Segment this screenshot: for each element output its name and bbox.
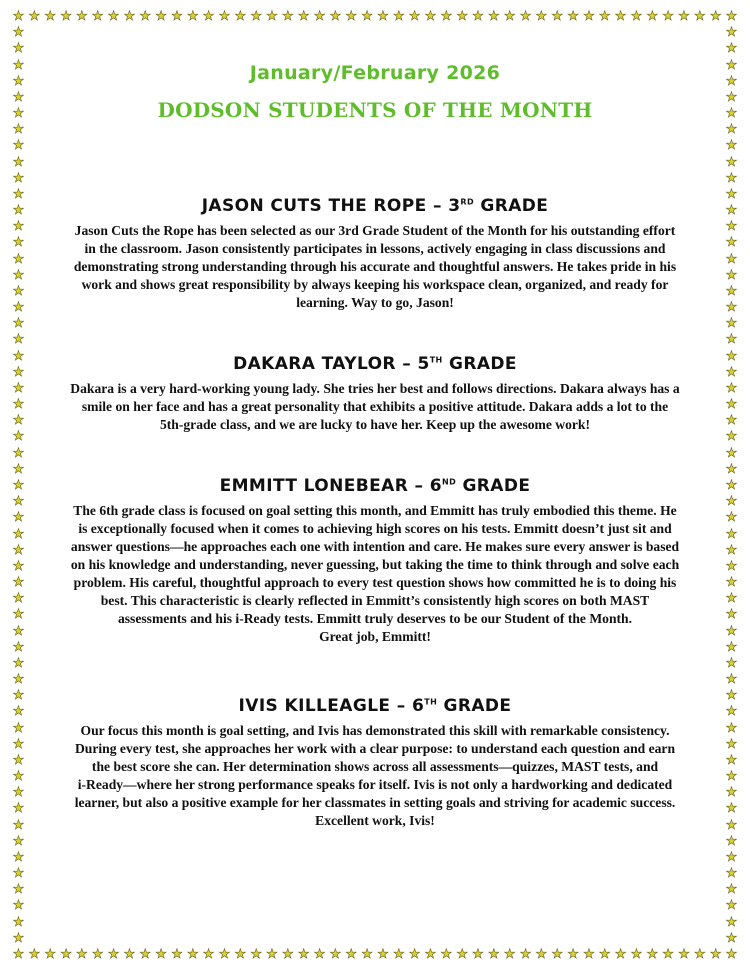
star-icon: ★ xyxy=(725,672,738,688)
star-icon: ★ xyxy=(12,380,25,396)
star-icon: ★ xyxy=(12,930,25,946)
star-icon: ★ xyxy=(725,267,738,283)
star-icon: ★ xyxy=(725,785,738,801)
star-icon: ★ xyxy=(155,947,167,962)
student-section-dakara xyxy=(34,354,716,434)
star-icon: ★ xyxy=(12,688,25,704)
star-icon: ★ xyxy=(725,866,738,882)
star-icon: ★ xyxy=(440,9,453,24)
star-icon: ★ xyxy=(678,947,690,962)
body-line: The 6th grade class is focused on goal setting this month, and Emmitt has truly embodied this theme. He xyxy=(73,503,677,518)
star-icon: ★ xyxy=(424,947,437,962)
star-icon: ★ xyxy=(725,947,738,962)
star-icon: ★ xyxy=(503,9,516,24)
star-icon: ★ xyxy=(725,607,738,623)
star-icon: ★ xyxy=(12,478,25,493)
grade-word: GRADE xyxy=(480,196,549,216)
star-icon: ★ xyxy=(472,947,484,962)
star-icon: ★ xyxy=(725,655,738,671)
body-line: answer questions—he approaches each one with intention and care. He makes sure every answer is based xyxy=(70,539,680,554)
star-icon: ★ xyxy=(725,57,738,73)
star-icon: ★ xyxy=(12,558,25,574)
body-line: learner, but also a positive example for her classmates in setting goals and striving for academic success. xyxy=(74,795,676,810)
star-icon: ★ xyxy=(503,947,516,962)
star-icon: ★ xyxy=(12,397,25,413)
star-icon: ★ xyxy=(171,9,183,24)
star-icon: ★ xyxy=(12,882,25,898)
star-icon: ★ xyxy=(725,510,738,526)
star-icon: ★ xyxy=(282,947,294,962)
star-icon: ★ xyxy=(709,9,722,24)
star-icon: ★ xyxy=(12,154,25,170)
body-line: 5th-grade class, and we are lucky to have her. Keep up the awesome work! xyxy=(159,417,591,432)
star-icon: ★ xyxy=(725,639,738,655)
star-icon: ★ xyxy=(12,332,25,348)
student-section-emmitt xyxy=(34,476,716,646)
star-icon: ★ xyxy=(250,9,262,24)
star-icon: ★ xyxy=(583,947,595,962)
star-icon: ★ xyxy=(12,914,25,930)
star-icon: ★ xyxy=(12,947,25,962)
star-icon: ★ xyxy=(646,9,659,24)
star-icon: ★ xyxy=(361,947,373,962)
star-icon: ★ xyxy=(614,947,627,962)
star-icon: ★ xyxy=(12,9,25,24)
star-icon: ★ xyxy=(250,947,262,962)
star-icon: ★ xyxy=(725,720,738,736)
star-icon: ★ xyxy=(725,914,738,930)
star-icon: ★ xyxy=(12,122,25,138)
star-icon: ★ xyxy=(218,947,231,962)
star-icon: ★ xyxy=(12,672,25,688)
star-icon: ★ xyxy=(12,736,25,752)
student-section-ivis xyxy=(34,696,716,830)
star-icon: ★ xyxy=(725,445,738,461)
star-icon: ★ xyxy=(12,769,25,785)
star-icon: ★ xyxy=(725,397,738,413)
section-title: EMMITT LONEBEAR – 6ND GRADE xyxy=(219,476,531,496)
grade-number: 3 xyxy=(448,196,461,216)
star-icon: ★ xyxy=(12,203,25,219)
star-icon: ★ xyxy=(725,332,738,348)
star-icon: ★ xyxy=(60,9,72,24)
body-line: Our focus this month is goal setting, and Ivis has demonstrated this skill with remarkable consistency. xyxy=(80,723,670,738)
star-icon: ★ xyxy=(12,866,25,882)
star-icon: ★ xyxy=(725,882,738,898)
grade-word: GRADE xyxy=(462,476,531,496)
star-icon: ★ xyxy=(725,106,738,122)
star-icon: ★ xyxy=(12,655,25,671)
star-icon: ★ xyxy=(12,413,25,429)
star-icon: ★ xyxy=(725,833,738,849)
star-icon: ★ xyxy=(472,9,484,24)
star-icon: ★ xyxy=(107,9,120,24)
star-icon: ★ xyxy=(12,170,25,186)
flyer-headline: DODSON STUDENTS OF THE MONTH xyxy=(157,98,593,122)
star-icon: ★ xyxy=(725,575,738,591)
body-line: Dakara is a very hard-working young lady. She tries her best and follows directions. Dakara always has a xyxy=(70,381,680,396)
star-icon: ★ xyxy=(725,300,738,316)
star-icon: ★ xyxy=(12,461,25,477)
star-icon: ★ xyxy=(12,752,25,768)
star-icon: ★ xyxy=(725,898,738,914)
section-body xyxy=(34,722,716,830)
star-icon: ★ xyxy=(12,720,25,736)
star-icon: ★ xyxy=(567,9,579,24)
star-icon: ★ xyxy=(28,9,41,24)
star-icon: ★ xyxy=(12,25,25,41)
star-icon: ★ xyxy=(12,106,25,122)
star-icon: ★ xyxy=(12,526,25,542)
grade-number: 5 xyxy=(417,354,430,374)
star-icon: ★ xyxy=(234,9,247,24)
star-icon: ★ xyxy=(519,9,532,24)
section-body xyxy=(34,380,716,434)
star-icon: ★ xyxy=(12,607,25,623)
star-icon: ★ xyxy=(345,947,358,962)
star-icon: ★ xyxy=(630,947,643,962)
star-icon: ★ xyxy=(693,9,706,24)
student-name: JASON CUTS THE ROPE xyxy=(201,196,427,216)
star-icon: ★ xyxy=(725,25,738,41)
body-line: i-Ready—where her strong performance speaks for itself. Ivis is not only a hardworking and dedicated xyxy=(77,777,673,792)
star-icon: ★ xyxy=(614,9,627,24)
star-icon: ★ xyxy=(12,348,25,364)
star-icon: ★ xyxy=(12,704,25,720)
star-icon: ★ xyxy=(725,154,738,170)
star-icon: ★ xyxy=(12,445,25,461)
grade-suffix: ND xyxy=(441,477,457,487)
star-icon: ★ xyxy=(440,947,453,962)
star-icon: ★ xyxy=(234,947,247,962)
star-icon: ★ xyxy=(12,591,25,607)
student-name: IVIS KILLEAGLE xyxy=(238,696,391,716)
body-line: in the classroom. Jason consistently participates in lessons, actively engaging in class discussions and xyxy=(84,241,666,256)
star-icon: ★ xyxy=(123,947,136,962)
star-icon: ★ xyxy=(12,300,25,316)
star-icon: ★ xyxy=(630,9,643,24)
star-icon: ★ xyxy=(12,267,25,283)
star-icon: ★ xyxy=(12,316,25,332)
star-icon: ★ xyxy=(725,9,738,24)
star-icon: ★ xyxy=(313,947,326,962)
star-icon: ★ xyxy=(12,575,25,591)
star-icon: ★ xyxy=(662,947,674,962)
star-icon: ★ xyxy=(12,138,25,154)
star-icon: ★ xyxy=(725,704,738,720)
star-icon: ★ xyxy=(725,930,738,946)
star-icon: ★ xyxy=(12,251,25,267)
star-icon: ★ xyxy=(139,9,152,24)
star-icon: ★ xyxy=(488,9,500,24)
star-icon: ★ xyxy=(725,138,738,154)
star-icon: ★ xyxy=(329,947,342,962)
grade-number: 6 xyxy=(429,476,442,496)
body-line: work and shows great responsibility by always keeping his workspace clean, organized, and ready for xyxy=(81,277,669,292)
star-icon: ★ xyxy=(725,380,738,396)
grade-word: GRADE xyxy=(443,696,512,716)
star-icon: ★ xyxy=(725,817,738,833)
star-icon: ★ xyxy=(551,9,564,24)
star-icon: ★ xyxy=(519,947,532,962)
star-icon: ★ xyxy=(725,769,738,785)
star-icon: ★ xyxy=(567,947,579,962)
star-icon: ★ xyxy=(202,9,215,24)
star-icon: ★ xyxy=(12,623,25,639)
body-line: is exceptionally focused when it comes to achieving high scores on his tests. Emmitt doesn’t just sit and xyxy=(78,521,672,536)
star-icon: ★ xyxy=(12,639,25,655)
star-icon: ★ xyxy=(408,947,421,962)
star-icon: ★ xyxy=(12,801,25,817)
star-icon: ★ xyxy=(725,41,738,57)
star-icon: ★ xyxy=(488,947,500,962)
star-icon: ★ xyxy=(678,9,690,24)
star-icon: ★ xyxy=(329,9,342,24)
body-line: Excellent work, Ivis! xyxy=(315,813,435,828)
star-icon: ★ xyxy=(551,947,564,962)
star-icon: ★ xyxy=(725,122,738,138)
star-icon: ★ xyxy=(598,9,611,24)
body-line: smile on her face and has a great personality that exhibits a positive attitude. Dakara adds a lot to the xyxy=(81,399,669,414)
section-body xyxy=(34,502,716,646)
star-icon: ★ xyxy=(91,9,104,24)
star-icon: ★ xyxy=(725,478,738,493)
star-icon: ★ xyxy=(266,947,278,962)
star-icon: ★ xyxy=(12,429,25,445)
star-icon: ★ xyxy=(12,898,25,914)
star-icon: ★ xyxy=(186,9,199,24)
body-line: Jason Cuts the Rope has been selected as our 3rd Grade Student of the Month for his outstanding effort xyxy=(74,223,676,238)
star-icon: ★ xyxy=(725,526,738,542)
student-section-jason xyxy=(34,196,716,312)
star-icon: ★ xyxy=(76,9,88,24)
star-icon: ★ xyxy=(535,947,548,962)
section-title: DAKARA TAYLOR – 5TH GRADE xyxy=(233,354,517,374)
star-icon: ★ xyxy=(725,316,738,332)
star-icon: ★ xyxy=(725,348,738,364)
star-icon: ★ xyxy=(392,9,405,24)
star-icon: ★ xyxy=(583,9,595,24)
star-icon: ★ xyxy=(725,736,738,752)
star-icon: ★ xyxy=(662,9,674,24)
body-line: learning. Way to go, Jason! xyxy=(296,295,454,310)
grade-word: GRADE xyxy=(448,354,517,374)
star-icon: ★ xyxy=(392,947,405,962)
star-icon: ★ xyxy=(12,186,25,202)
star-icon: ★ xyxy=(725,752,738,768)
star-icon: ★ xyxy=(155,9,167,24)
star-icon: ★ xyxy=(186,947,199,962)
star-icon: ★ xyxy=(725,413,738,429)
body-line: Great job, Emmitt! xyxy=(319,629,431,644)
star-icon: ★ xyxy=(12,73,25,89)
star-icon: ★ xyxy=(12,494,25,510)
star-icon: ★ xyxy=(12,235,25,251)
star-icon: ★ xyxy=(725,494,738,510)
star-icon: ★ xyxy=(12,364,25,380)
section-title: JASON CUTS THE ROPE – 3RD GRADE xyxy=(201,196,549,216)
star-icon: ★ xyxy=(725,591,738,607)
star-icon: ★ xyxy=(202,947,215,962)
star-icon: ★ xyxy=(12,41,25,57)
star-icon: ★ xyxy=(456,9,468,24)
star-icon: ★ xyxy=(535,9,548,24)
star-icon: ★ xyxy=(60,947,72,962)
star-icon: ★ xyxy=(171,947,183,962)
star-icon: ★ xyxy=(297,947,310,962)
star-icon: ★ xyxy=(725,203,738,219)
star-icon: ★ xyxy=(218,9,231,24)
section-body xyxy=(34,222,716,312)
star-icon: ★ xyxy=(456,947,468,962)
flyer-content xyxy=(34,40,716,830)
star-icon: ★ xyxy=(725,219,738,235)
star-icon: ★ xyxy=(76,947,88,962)
star-icon: ★ xyxy=(725,251,738,267)
star-icon: ★ xyxy=(377,947,389,962)
section-title: IVIS KILLEAGLE – 6TH GRADE xyxy=(238,696,512,716)
star-icon: ★ xyxy=(725,429,738,445)
star-icon: ★ xyxy=(725,542,738,558)
star-icon: ★ xyxy=(725,89,738,105)
star-icon: ★ xyxy=(44,9,57,24)
star-icon: ★ xyxy=(12,849,25,865)
body-line: demonstrating strong understanding through his accurate and thoughtful answers. He takes pride in his xyxy=(73,259,677,274)
star-icon: ★ xyxy=(725,283,738,299)
star-icon: ★ xyxy=(377,9,389,24)
star-icon: ★ xyxy=(266,9,278,24)
star-icon: ★ xyxy=(725,801,738,817)
star-icon: ★ xyxy=(725,186,738,202)
star-icon: ★ xyxy=(424,9,437,24)
star-icon: ★ xyxy=(12,510,25,526)
grade-suffix: TH xyxy=(429,355,443,365)
body-line: the best score she can. Her determination shows across all assessments—quizzes, MAST tests, and xyxy=(91,759,659,774)
grade-number: 6 xyxy=(412,696,425,716)
body-line: best. This characteristic is clearly reflected in Emmitt’s consistently high scores on both MAST xyxy=(100,593,650,608)
star-icon: ★ xyxy=(725,558,738,574)
body-line: During every test, she approaches her work with a clear purpose: to understand each question and earn xyxy=(74,741,676,756)
star-icon: ★ xyxy=(725,461,738,477)
body-line: problem. His careful, thoughtful approach to every test question shows how committed he is to doing his xyxy=(73,575,677,590)
star-icon: ★ xyxy=(725,623,738,639)
star-icon: ★ xyxy=(725,364,738,380)
star-icon: ★ xyxy=(91,947,104,962)
body-line: assessments and his i-Ready tests. Emmitt truly deserves to be our Student of the Month. xyxy=(117,611,633,626)
star-icon: ★ xyxy=(139,947,152,962)
star-icon: ★ xyxy=(123,9,136,24)
star-icon: ★ xyxy=(725,688,738,704)
star-icon: ★ xyxy=(107,947,120,962)
body-line: on his knowledge and understanding, never guessing, but taking the time to think through and solve each xyxy=(70,557,680,572)
star-icon: ★ xyxy=(709,947,722,962)
student-name: DAKARA TAYLOR xyxy=(233,354,396,374)
student-name: EMMITT LONEBEAR xyxy=(219,476,409,496)
star-icon: ★ xyxy=(313,9,326,24)
star-icon: ★ xyxy=(646,947,659,962)
star-icon: ★ xyxy=(12,833,25,849)
month-heading: January/February 2026 xyxy=(249,62,501,84)
star-icon: ★ xyxy=(725,849,738,865)
star-icon: ★ xyxy=(28,947,41,962)
star-icon: ★ xyxy=(12,542,25,558)
star-icon: ★ xyxy=(725,235,738,251)
star-icon: ★ xyxy=(408,9,421,24)
star-icon: ★ xyxy=(598,947,611,962)
star-icon: ★ xyxy=(297,9,310,24)
star-icon: ★ xyxy=(693,947,706,962)
star-icon: ★ xyxy=(282,9,294,24)
star-icon: ★ xyxy=(12,57,25,73)
grade-suffix: TH xyxy=(424,697,438,707)
star-icon: ★ xyxy=(725,73,738,89)
star-icon: ★ xyxy=(12,219,25,235)
star-icon: ★ xyxy=(345,9,358,24)
star-icon: ★ xyxy=(44,947,57,962)
star-icon: ★ xyxy=(12,785,25,801)
star-icon: ★ xyxy=(725,170,738,186)
star-icon: ★ xyxy=(12,817,25,833)
star-icon: ★ xyxy=(12,283,25,299)
star-icon: ★ xyxy=(12,89,25,105)
grade-suffix: RD xyxy=(460,197,475,207)
star-icon: ★ xyxy=(361,9,373,24)
